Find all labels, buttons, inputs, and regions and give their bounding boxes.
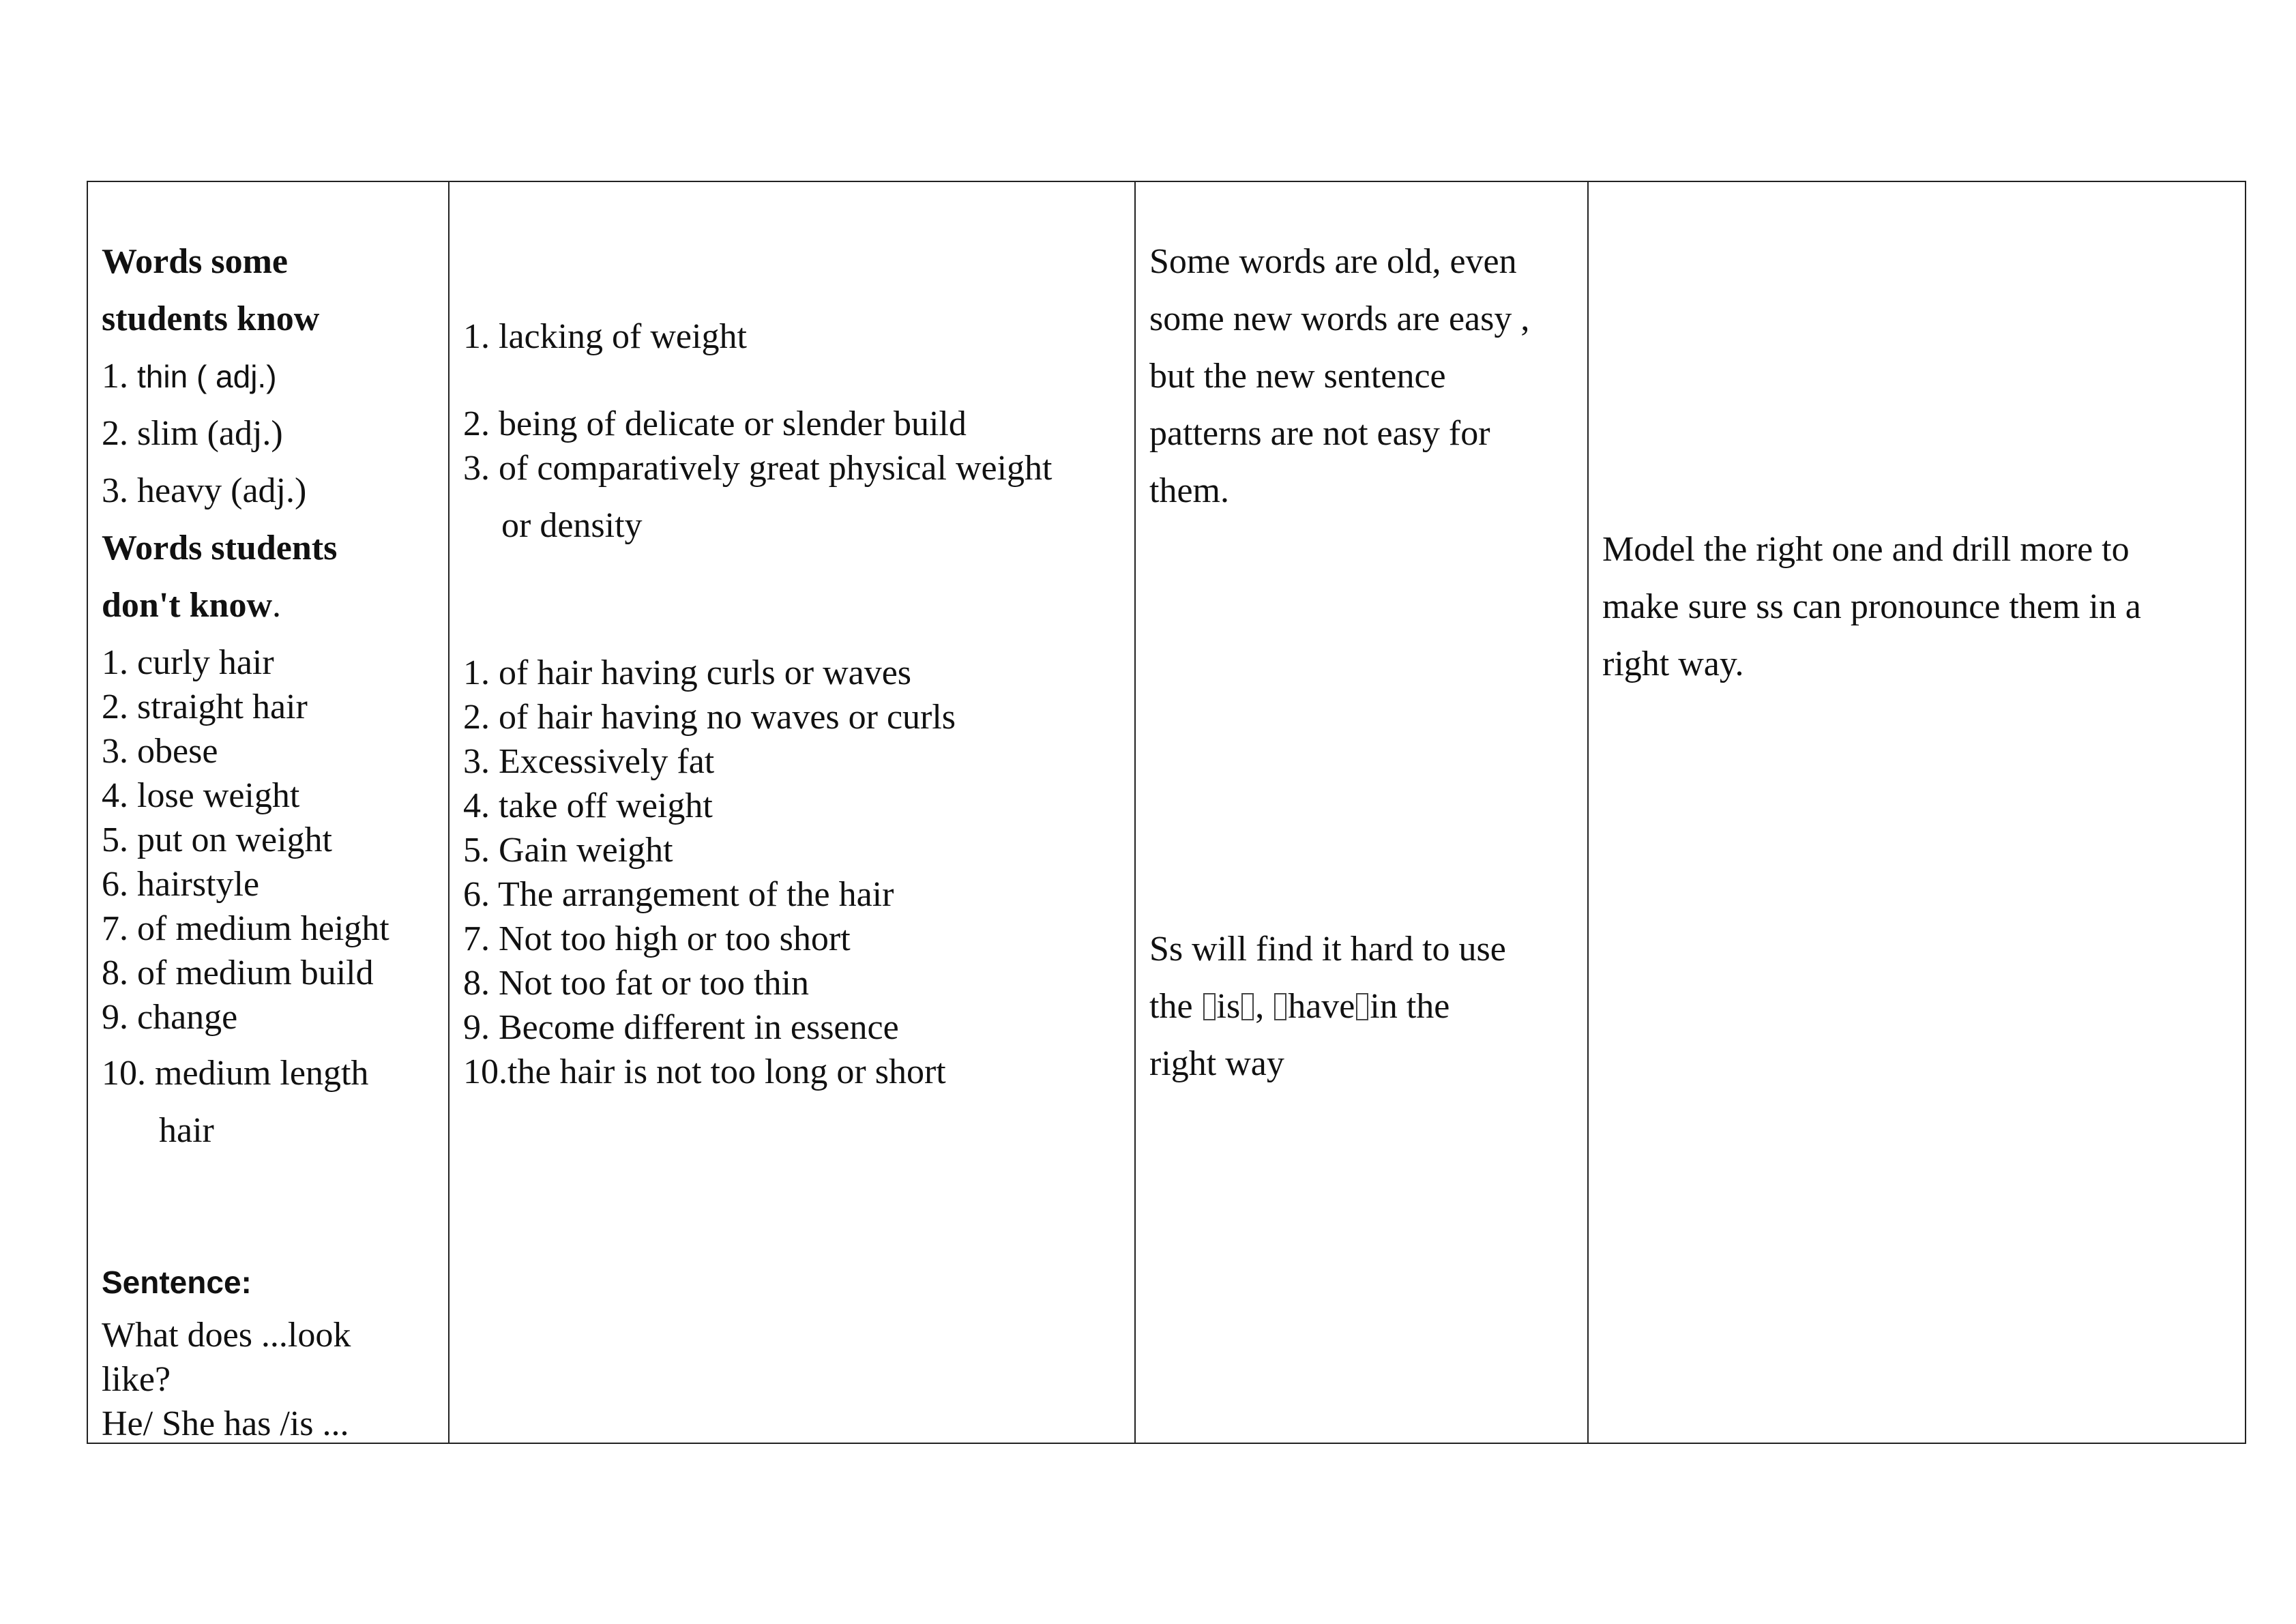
missing-glyph-icon (1356, 993, 1368, 1020)
definition-unknown-6: 6. The arrangement of the hair (463, 875, 894, 914)
difficulty-line-3: but the new sentence (1149, 357, 1446, 396)
solution-line-2: make sure ss can pronounce them in a (1602, 587, 2141, 626)
known-word-2: 2. slim (adj.) (102, 414, 283, 453)
missing-glyph-icon (1274, 993, 1286, 1020)
unknown-word-4: 4. lose weight (102, 776, 300, 815)
unknown-word-8: 8. of medium build (102, 954, 374, 992)
difficulty-sentence-line-2: the is , have in the (1149, 987, 1450, 1026)
unknown-word-7: 7. of medium height (102, 909, 389, 948)
difficulty-sentence-line-3: right way (1149, 1044, 1284, 1083)
known-word-3: 3. heavy (adj.) (102, 471, 307, 510)
sentence-line-3: He/ She has /is ... (102, 1404, 349, 1443)
missing-glyph-icon (1241, 993, 1254, 1020)
difficulty-line-1: Some words are old, even (1149, 242, 1517, 281)
definition-unknown-5: 5. Gain weight (463, 831, 673, 870)
unknown-word-5: 5. put on weight (102, 821, 332, 859)
missing-glyph-icon (1203, 993, 1216, 1020)
unknown-word-10-cont: hair (159, 1111, 214, 1150)
definition-unknown-10: 10.the hair is not too long or short (463, 1052, 946, 1091)
unknown-word-3: 3. obese (102, 732, 218, 771)
difficulty-line-5: them. (1149, 471, 1229, 510)
definition-unknown-1: 1. of hair having curls or waves (463, 653, 912, 692)
definition-unknown-4: 4. take off weight (463, 786, 713, 825)
unknown-word-10: 10. medium length (102, 1054, 369, 1093)
solution-line-1: Model the right one and drill more to (1602, 530, 2130, 569)
unknown-word-2: 2. straight hair (102, 688, 308, 726)
difficulty-sentence-line-1: Ss will find it hard to use (1149, 930, 1506, 969)
definition-unknown-8: 8. Not too fat or too thin (463, 964, 809, 1003)
difficulty-line-4: patterns are not easy for (1149, 414, 1490, 453)
table-cell-solutions (1587, 181, 2246, 1444)
known-words-heading-cont: students know (102, 299, 320, 338)
unknown-words-heading: Words students (102, 529, 338, 567)
definition-unknown-7: 7. Not too high or too short (463, 919, 851, 958)
unknown-word-9: 9. change (102, 998, 238, 1037)
unknown-words-heading-cont: don't know. (102, 586, 281, 625)
definition-known-3-cont: or density (501, 506, 643, 545)
sentence-line-2: like? (102, 1360, 171, 1399)
solution-line-3: right way. (1602, 645, 1744, 683)
unknown-word-1: 1. curly hair (102, 643, 274, 682)
definition-unknown-3: 3. Excessively fat (463, 742, 715, 781)
sentence-label: Sentence: (102, 1265, 252, 1300)
definition-known-3: 3. of comparatively great physical weight (463, 449, 1053, 488)
definition-known-2: 2. being of delicate or slender build (463, 404, 967, 443)
known-words-heading: Words some (102, 242, 288, 281)
difficulty-line-2: some new words are easy , (1149, 299, 1530, 338)
known-word-1: 1. thin ( adj.) (102, 357, 277, 396)
sentence-line-1: What does ...look (102, 1316, 351, 1355)
definition-unknown-2: 2. of hair having no waves or curls (463, 698, 956, 737)
definition-unknown-9: 9. Become different in essence (463, 1008, 899, 1047)
definition-known-1: 1. lacking of weight (463, 317, 747, 356)
unknown-word-6: 6. hairstyle (102, 865, 260, 904)
